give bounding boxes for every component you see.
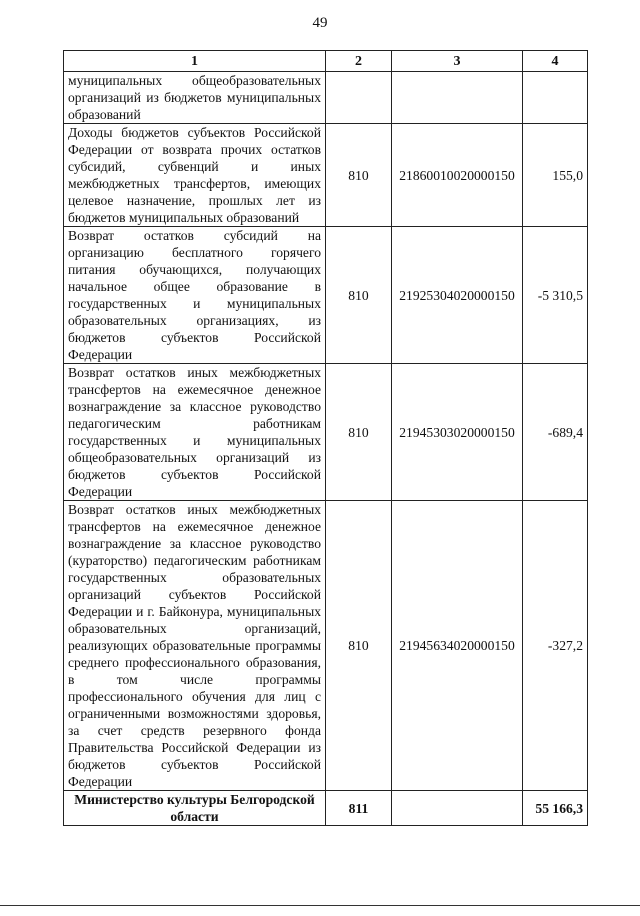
row-code: 810 bbox=[326, 227, 392, 364]
row-amount: -5 310,5 bbox=[523, 227, 588, 364]
row-description: Доходы бюджетов субъектов Российской Федерации от возврата прочих остатков субсидий, субвенций и иных межбюджетных трансфертов, имеющих целевое назначение, прошлых лет из бюджетов муниципальных образований bbox=[64, 124, 326, 227]
row-description: Возврат остатков иных межбюджетных трансфертов на ежемесячное денежное вознаграждение за классное руководство (кураторство) педагогическим работникам государственных образовательных организаций субъектов Российской Федерации и г. Байконура, муниципальных образовательных организаций, реализующих образовательные программы среднего профессионального образования, в том числе программы профессионального обучения для лиц с ограниченными возможностями здоровья, за счет средств резервного фонда Правительства Российской Федерации из бюджетов субъектов Российской Федерации bbox=[64, 501, 326, 791]
page-bottom-rule bbox=[0, 905, 640, 906]
header-col-4: 4 bbox=[523, 51, 588, 72]
row-code: 810 bbox=[326, 124, 392, 227]
row-amount bbox=[523, 72, 588, 124]
budget-table bbox=[63, 50, 588, 826]
table-row bbox=[64, 364, 588, 501]
table-row bbox=[64, 501, 588, 791]
row-kbk: 21860010020000150 bbox=[392, 124, 523, 227]
total-kbk bbox=[392, 791, 523, 826]
row-kbk bbox=[392, 72, 523, 124]
header-col-2: 2 bbox=[326, 51, 392, 72]
header-row bbox=[64, 51, 588, 72]
row-description: Возврат остатков иных межбюджетных трансфертов на ежемесячное денежное вознаграждение за классное руководство педагогическим работникам государственных и муниципальных общеобразовательных организаций из бюджетов субъектов Российской Федерации bbox=[64, 364, 326, 501]
page-number: 49 bbox=[312, 15, 328, 31]
table-row bbox=[64, 72, 588, 124]
row-code: 810 bbox=[326, 364, 392, 501]
total-row bbox=[64, 791, 588, 826]
total-description: Министерство культуры Белгородской области bbox=[64, 791, 326, 826]
row-kbk: 21945634020000150 bbox=[392, 501, 523, 791]
header-col-3: 3 bbox=[392, 51, 523, 72]
table-row bbox=[64, 227, 588, 364]
row-description: муниципальных общеобразовательных организаций из бюджетов муниципальных образований bbox=[64, 72, 326, 124]
row-amount: 155,0 bbox=[523, 124, 588, 227]
total-amount: 55 166,3 bbox=[523, 791, 588, 826]
row-code: 810 bbox=[326, 501, 392, 791]
row-description: Возврат остатков субсидий на организацию бесплатного горячего питания обучающихся, получающих начальное общее образование в государственных и муниципальных образовательных организациях, из бюджетов субъектов Российской Федерации bbox=[64, 227, 326, 364]
row-code bbox=[326, 72, 392, 124]
header-col-1: 1 bbox=[64, 51, 326, 72]
total-code: 811 bbox=[326, 791, 392, 826]
row-amount: -327,2 bbox=[523, 501, 588, 791]
row-amount: -689,4 bbox=[523, 364, 588, 501]
table-row bbox=[64, 124, 588, 227]
row-kbk: 21925304020000150 bbox=[392, 227, 523, 364]
row-kbk: 21945303020000150 bbox=[392, 364, 523, 501]
